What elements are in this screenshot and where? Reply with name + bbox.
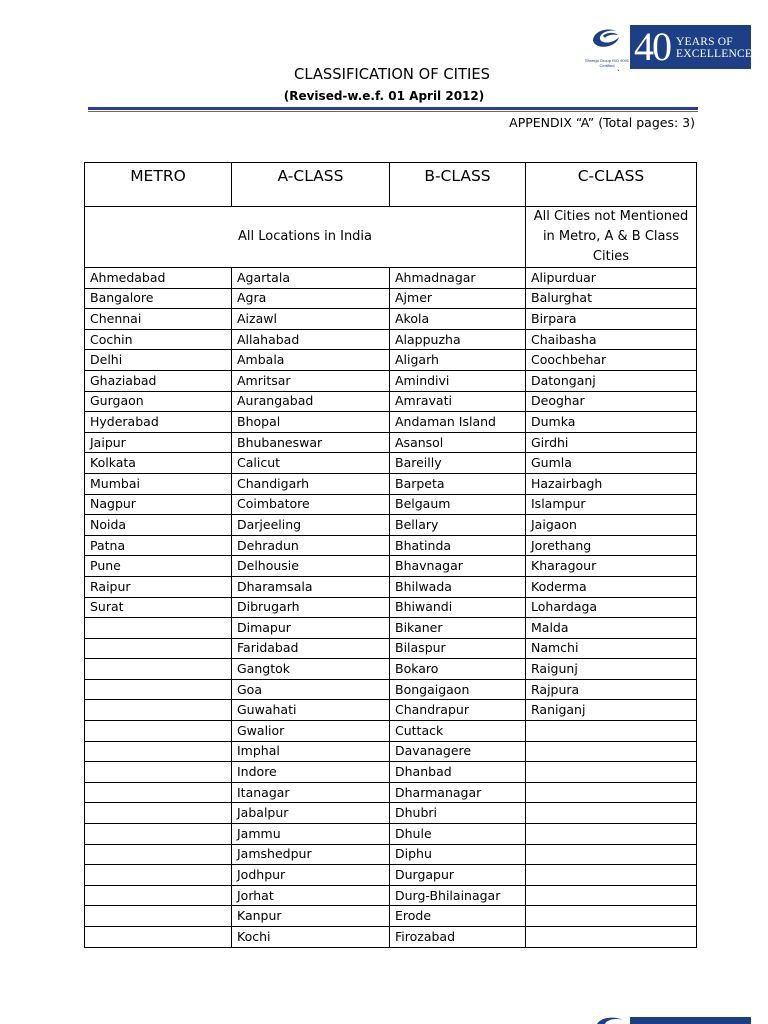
a-class-city-cell: Jammu xyxy=(232,824,390,845)
metro-city-cell: Delhi xyxy=(85,350,232,371)
company-logo xyxy=(585,25,629,69)
a-class-city-cell: Jorhat xyxy=(232,885,390,906)
c-class-city-cell: Kharagour xyxy=(526,556,697,577)
b-class-city-cell: Bareilly xyxy=(390,453,526,474)
column-header-b-class: B-CLASS xyxy=(390,163,526,207)
badge-line-2: EXCELLENCE xyxy=(676,48,753,60)
table-row xyxy=(85,597,697,618)
badge-number: 40 xyxy=(634,24,670,69)
c-class-city-cell xyxy=(526,865,697,886)
metro-city-cell xyxy=(85,927,232,948)
a-class-city-cell: Gwalior xyxy=(232,721,390,742)
b-class-city-cell: Bhiwandi xyxy=(390,597,526,618)
b-class-city-cell: Diphu xyxy=(390,844,526,865)
c-class-city-cell: Raigunj xyxy=(526,659,697,680)
c-class-city-cell: Gumla xyxy=(526,453,697,474)
metro-city-cell: Chennai xyxy=(85,309,232,330)
a-class-city-cell: Indore xyxy=(232,762,390,783)
a-class-city-cell: Bhopal xyxy=(232,412,390,433)
a-class-city-cell: Delhousie xyxy=(232,556,390,577)
c-class-city-cell xyxy=(526,885,697,906)
table-row xyxy=(85,370,697,391)
metro-city-cell: Kolkata xyxy=(85,453,232,474)
metro-city-cell xyxy=(85,782,232,803)
metro-city-cell: Ghaziabad xyxy=(85,370,232,391)
table-row xyxy=(85,865,697,886)
b-class-city-cell: Bhilwada xyxy=(390,576,526,597)
c-class-city-cell xyxy=(526,803,697,824)
b-class-city-cell: Davanagere xyxy=(390,741,526,762)
metro-city-cell: Patna xyxy=(85,535,232,556)
column-header-a-class: A-CLASS xyxy=(232,163,390,207)
table-row xyxy=(85,391,697,412)
table-row xyxy=(85,453,697,474)
a-class-city-cell: Dehradun xyxy=(232,535,390,556)
c-class-city-cell: Balurghat xyxy=(526,288,697,309)
a-class-city-cell: Agartala xyxy=(232,268,390,289)
table-row xyxy=(85,638,697,659)
page-title: CLASSIFICATION OF CITIES xyxy=(294,65,490,83)
a-class-city-cell: Dharamsala xyxy=(232,576,390,597)
metro-city-cell xyxy=(85,618,232,639)
table-row xyxy=(85,412,697,433)
footer-badge-strip xyxy=(630,1017,751,1024)
metro-city-cell: Noida xyxy=(85,515,232,536)
c-class-city-cell: Jorethang xyxy=(526,535,697,556)
c-class-city-cell: Islampur xyxy=(526,494,697,515)
c-class-city-cell: Namchi xyxy=(526,638,697,659)
b-class-city-cell: Asansol xyxy=(390,432,526,453)
a-class-city-cell: Imphal xyxy=(232,741,390,762)
c-class-city-cell: Girdhi xyxy=(526,432,697,453)
c-class-city-cell: Rajpura xyxy=(526,679,697,700)
table-row xyxy=(85,268,697,289)
table-row xyxy=(85,288,697,309)
c-class-city-cell: Chaibasha xyxy=(526,329,697,350)
c-class-city-cell: Dumka xyxy=(526,412,697,433)
c-class-city-cell: Malda xyxy=(526,618,697,639)
a-class-city-cell: Jabalpur xyxy=(232,803,390,824)
c-class-city-cell xyxy=(526,824,697,845)
logo-caption: Shreeja Group ISO 9001 Certified xyxy=(584,58,630,68)
c-class-city-cell xyxy=(526,762,697,783)
b-class-city-cell: Barpeta xyxy=(390,473,526,494)
b-class-city-cell: Bhatinda xyxy=(390,535,526,556)
table-row xyxy=(85,659,697,680)
b-class-city-cell: Bellary xyxy=(390,515,526,536)
c-class-city-cell xyxy=(526,844,697,865)
metro-city-cell xyxy=(85,721,232,742)
metro-city-cell xyxy=(85,844,232,865)
c-class-city-cell xyxy=(526,741,697,762)
table-row xyxy=(85,844,697,865)
b-class-city-cell: Dharmanagar xyxy=(390,782,526,803)
b-class-city-cell: Cuttack xyxy=(390,721,526,742)
table-row xyxy=(85,700,697,721)
metro-city-cell: Pune xyxy=(85,556,232,577)
metro-city-cell: Nagpur xyxy=(85,494,232,515)
metro-city-cell: Gurgaon xyxy=(85,391,232,412)
b-class-city-cell: Erode xyxy=(390,906,526,927)
b-class-city-cell: Amindivi xyxy=(390,370,526,391)
years-badge xyxy=(630,25,751,69)
a-class-city-cell: Kanpur xyxy=(232,906,390,927)
table-row xyxy=(85,906,697,927)
b-class-city-cell: Bikaner xyxy=(390,618,526,639)
b-class-city-cell: Belgaum xyxy=(390,494,526,515)
a-class-city-cell: Amritsar xyxy=(232,370,390,391)
a-class-city-cell: Aurangabad xyxy=(232,391,390,412)
metro-city-cell: Raipur xyxy=(85,576,232,597)
stray-mark: ` xyxy=(617,69,620,78)
b-class-city-cell: Ajmer xyxy=(390,288,526,309)
c-class-city-cell xyxy=(526,782,697,803)
table-row xyxy=(85,329,697,350)
all-locations-cell: All Locations in India xyxy=(85,207,526,268)
footer-logo-icon xyxy=(593,1017,633,1024)
metro-city-cell xyxy=(85,679,232,700)
table-row xyxy=(85,618,697,639)
b-class-city-cell: Bongaigaon xyxy=(390,679,526,700)
a-class-city-cell: Jodhpur xyxy=(232,865,390,886)
a-class-city-cell: Aizawl xyxy=(232,309,390,330)
table-scope-row xyxy=(85,207,697,268)
c-class-city-cell: Alipurduar xyxy=(526,268,697,289)
a-class-city-cell: Jamshedpur xyxy=(232,844,390,865)
column-header-metro: METRO xyxy=(85,163,232,207)
table-row xyxy=(85,762,697,783)
b-class-city-cell: Andaman Island xyxy=(390,412,526,433)
a-class-city-cell: Ambala xyxy=(232,350,390,371)
b-class-city-cell: Durg-Bhilainagar xyxy=(390,885,526,906)
metro-city-cell xyxy=(85,865,232,886)
b-class-city-cell: Bokaro xyxy=(390,659,526,680)
metro-city-cell xyxy=(85,638,232,659)
b-class-city-cell: Aligarh xyxy=(390,350,526,371)
table-row xyxy=(85,885,697,906)
a-class-city-cell: Itanagar xyxy=(232,782,390,803)
appendix-label: APPENDIX “A” (Total pages: 3) xyxy=(509,115,695,130)
a-class-city-cell: Allahabad xyxy=(232,329,390,350)
a-class-city-cell: Goa xyxy=(232,679,390,700)
b-class-city-cell: Alappuzha xyxy=(390,329,526,350)
badge-line-1: YEARS OF xyxy=(676,36,733,48)
metro-city-cell: Jaipur xyxy=(85,432,232,453)
b-class-city-cell: Dhanbad xyxy=(390,762,526,783)
b-class-city-cell: Bhavnagar xyxy=(390,556,526,577)
a-class-city-cell: Dibrugarh xyxy=(232,597,390,618)
a-class-city-cell: Coimbatore xyxy=(232,494,390,515)
metro-city-cell xyxy=(85,824,232,845)
metro-city-cell xyxy=(85,885,232,906)
table-row xyxy=(85,473,697,494)
column-header-c-class: C-CLASS xyxy=(526,163,697,207)
classification-table xyxy=(84,162,697,948)
table-row xyxy=(85,432,697,453)
table-row xyxy=(85,679,697,700)
a-class-city-cell: Darjeeling xyxy=(232,515,390,536)
header-rule-thick xyxy=(88,107,698,110)
table-row xyxy=(85,824,697,845)
b-class-city-cell: Dhule xyxy=(390,824,526,845)
table-header-row xyxy=(85,163,697,207)
a-class-city-cell: Gangtok xyxy=(232,659,390,680)
a-class-city-cell: Bhubaneswar xyxy=(232,432,390,453)
b-class-city-cell: Akola xyxy=(390,309,526,330)
c-class-city-cell: Birpara xyxy=(526,309,697,330)
b-class-city-cell: Amravati xyxy=(390,391,526,412)
c-class-city-cell xyxy=(526,906,697,927)
metro-city-cell: Cochin xyxy=(85,329,232,350)
c-class-city-cell: Deoghar xyxy=(526,391,697,412)
header-rule-thin xyxy=(88,111,698,112)
c-class-city-cell xyxy=(526,927,697,948)
table-row xyxy=(85,741,697,762)
metro-city-cell: Hyderabad xyxy=(85,412,232,433)
table-row xyxy=(85,535,697,556)
b-class-city-cell: Firozabad xyxy=(390,927,526,948)
table-row xyxy=(85,803,697,824)
city-rows xyxy=(85,268,697,948)
a-class-city-cell: Dimapur xyxy=(232,618,390,639)
table-row xyxy=(85,576,697,597)
a-class-city-cell: Calicut xyxy=(232,453,390,474)
c-class-city-cell: Koderma xyxy=(526,576,697,597)
metro-city-cell: Mumbai xyxy=(85,473,232,494)
company-swirl-icon xyxy=(591,27,621,49)
metro-city-cell xyxy=(85,700,232,721)
table-row xyxy=(85,494,697,515)
c-class-city-cell: Raniganj xyxy=(526,700,697,721)
metro-city-cell xyxy=(85,906,232,927)
table-row xyxy=(85,927,697,948)
metro-city-cell xyxy=(85,659,232,680)
b-class-city-cell: Durgapur xyxy=(390,865,526,886)
table-row xyxy=(85,309,697,330)
metro-city-cell xyxy=(85,803,232,824)
table-row xyxy=(85,782,697,803)
c-class-note-cell: All Cities not Mentioned in Metro, A & B Class Cities xyxy=(526,207,697,268)
table-row xyxy=(85,515,697,536)
a-class-city-cell: Agra xyxy=(232,288,390,309)
b-class-city-cell: Bilaspur xyxy=(390,638,526,659)
a-class-city-cell: Chandigarh xyxy=(232,473,390,494)
metro-city-cell: Surat xyxy=(85,597,232,618)
b-class-city-cell: Chandrapur xyxy=(390,700,526,721)
c-class-city-cell: Datonganj xyxy=(526,370,697,391)
a-class-city-cell: Faridabad xyxy=(232,638,390,659)
a-class-city-cell: Guwahati xyxy=(232,700,390,721)
table-row xyxy=(85,556,697,577)
metro-city-cell xyxy=(85,762,232,783)
table-row xyxy=(85,350,697,371)
c-class-city-cell: Lohardaga xyxy=(526,597,697,618)
metro-city-cell: Bangalore xyxy=(85,288,232,309)
b-class-city-cell: Dhubri xyxy=(390,803,526,824)
a-class-city-cell: Kochi xyxy=(232,927,390,948)
b-class-city-cell: Ahmadnagar xyxy=(390,268,526,289)
c-class-city-cell: Jaigaon xyxy=(526,515,697,536)
page-subtitle: (Revised-w.e.f. 01 April 2012) xyxy=(283,89,485,103)
metro-city-cell: Ahmedabad xyxy=(85,268,232,289)
c-class-city-cell: Coochbehar xyxy=(526,350,697,371)
c-class-city-cell: Hazairbagh xyxy=(526,473,697,494)
table-row xyxy=(85,721,697,742)
metro-city-cell xyxy=(85,741,232,762)
c-class-city-cell xyxy=(526,721,697,742)
